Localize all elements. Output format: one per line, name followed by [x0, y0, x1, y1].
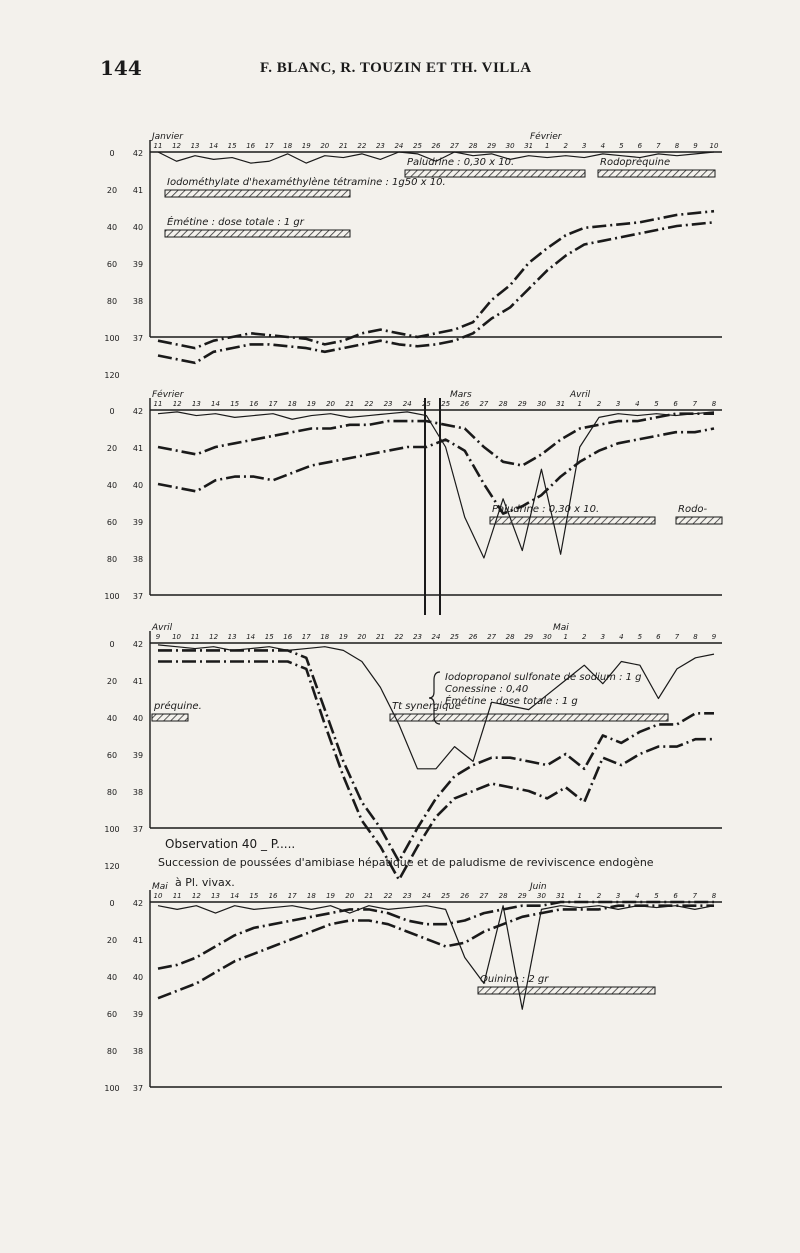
panel-4-right-tick: 37: [132, 1084, 144, 1093]
panel-3-day-tick: 26: [468, 633, 478, 641]
panel-2-treatment-label: Paludrine : 0,30 x 10.: [492, 504, 600, 515]
panel-2-day-tick: 25: [441, 400, 451, 408]
panel-3-day-tick: 8: [693, 633, 698, 641]
panel-1-day-tick: 23: [375, 142, 385, 150]
panel-4-treatment-bar: [478, 987, 655, 994]
panel-3-day-tick: 24: [431, 633, 441, 641]
panel-2-day-tick: 16: [249, 400, 259, 408]
panel-2-treatment-bar: [676, 517, 722, 524]
panel-4-day-tick: 1: [577, 892, 583, 900]
panel-3-left-tick: 40: [106, 714, 118, 723]
panel-2-right-tick: 38: [132, 555, 144, 564]
panel-4-day-tick: 16: [268, 892, 278, 900]
panel-3-day-tick: 9: [155, 633, 161, 641]
panel-1-left-tick: 60: [106, 260, 118, 269]
panel-4-day-tick: 31: [556, 892, 566, 900]
panel-1-day-tick: 27: [450, 142, 459, 150]
panel-3-day-tick: 2: [582, 633, 587, 641]
panel-2-day-tick: 30: [536, 400, 546, 408]
panel-3-day-tick: 15: [264, 633, 274, 641]
panel-4-day-tick: 15: [249, 892, 259, 900]
panel-4-day-tick: 13: [211, 892, 220, 900]
panel-1-left-tick: 120: [104, 371, 120, 380]
panel-2-day-tick: 28: [498, 400, 508, 408]
panel-3-right-tick: 37: [132, 825, 144, 834]
panel-1-day-tick: 6: [637, 142, 643, 150]
panel-1-day-tick: 1: [544, 142, 550, 150]
panel-4-right-tick: 39: [132, 1010, 144, 1019]
panel-1-left-tick: 80: [106, 297, 118, 306]
panel-3-day-tick: 16: [283, 633, 293, 641]
panel-2-day-tick: 5: [654, 400, 659, 408]
panel-2-right-tick: 41: [132, 444, 144, 453]
panel-3-treatment-label: Tt synergique: [392, 701, 461, 712]
panel-1-day-tick: 28: [468, 142, 478, 150]
panel-3-treatment-bar: [152, 714, 188, 721]
panel-3-day-tick: 5: [637, 633, 643, 641]
panel-1-day-tick: 15: [227, 142, 237, 150]
panel-1-day-tick: 17: [264, 142, 274, 150]
panel-4-left-tick: 60: [106, 1010, 118, 1019]
panel-2-day-tick: 19: [306, 400, 316, 408]
panel-4-day-tick: 5: [654, 892, 659, 900]
panel-1-treatment-bar: [405, 170, 585, 177]
panel-1-left-tick: 20: [106, 186, 118, 195]
panel-1-right-tick: 37: [132, 334, 144, 343]
panel-4-day-tick: 28: [498, 892, 508, 900]
panel-1-day-tick: 9: [693, 142, 698, 150]
panel-3-day-tick: 27: [487, 633, 497, 641]
panel-3-left-tick: 60: [106, 751, 118, 760]
panel-3-right-tick: 38: [132, 788, 144, 797]
panel-1-day-tick: 24: [394, 142, 404, 150]
panel-1-month-label: Janvier: [152, 132, 183, 142]
panel-1-day-tick: 14: [209, 142, 219, 150]
panel-2-month-label: Avril: [570, 390, 591, 400]
panel-2-treatment-bar: [490, 517, 655, 524]
panel-2-right-tick: 42: [132, 407, 144, 416]
panel-4-day-tick: 18: [306, 892, 316, 900]
panel-3-day-tick: 10: [172, 633, 181, 641]
panel-2-day-tick: 15: [230, 400, 240, 408]
panel-2-day-tick: 12: [172, 400, 182, 408]
panel-1-treatment-label: Rodopréquine: [600, 157, 671, 168]
panel-1-right-tick: 40: [132, 223, 144, 232]
panel-4-day-tick: 3: [615, 892, 621, 900]
panel-3-left-tick: 120: [104, 862, 120, 871]
panel-3-left-tick: 20: [106, 677, 118, 686]
panel-1-day-tick: 29: [487, 142, 497, 150]
observation-caption: Observation 40 _ P.....: [165, 837, 296, 851]
panel-4-right-tick: 38: [132, 1047, 144, 1056]
panel-1-day-tick: 3: [582, 142, 587, 150]
panel-2-day-tick: 31: [556, 400, 566, 408]
panel-3-day-tick: 29: [524, 633, 534, 641]
panel-1-day-tick: 11: [153, 142, 163, 150]
panel-2-day-tick: 24: [402, 400, 412, 408]
panel-2-left-tick: 60: [106, 518, 118, 527]
panel-4-left-tick: 40: [106, 973, 118, 982]
panel-3-treatment-label: préquine.: [154, 701, 202, 712]
panel-4-month-label: Mai: [152, 882, 168, 892]
panel-4-month-label: Juin: [530, 882, 547, 892]
panel-3-month-label: Avril: [152, 623, 173, 633]
running-head: F. BLANC, R. TOUZIN ET TH. VILLA: [260, 60, 532, 76]
panel-3-day-tick: 12: [209, 633, 219, 641]
panel-3-day-tick: 23: [413, 633, 422, 641]
panel-1-day-tick: 18: [283, 142, 293, 150]
panel-3-day-tick: 19: [338, 633, 348, 641]
panel-2-day-tick: 25: [421, 400, 431, 408]
panel-1-series-3: [158, 222, 714, 363]
panel-1-treatment-bar: [165, 230, 350, 237]
panel-2-left-tick: 100: [104, 592, 120, 601]
panel-1-treatment-label: Iodométhylate d'hexaméthylène tétramine : 1g50 x 10.: [167, 177, 446, 188]
panel-2-left-tick: 0: [109, 407, 115, 416]
panel-2-right-tick: 37: [132, 592, 144, 601]
panel-3-left-tick: 0: [109, 640, 115, 649]
panel-3-day-tick: 25: [450, 633, 459, 641]
panel-3-prescription-line: Iodopropanol sulfonate de sodium : 1 g: [445, 672, 642, 683]
panel-2-treatment-label: Rodo-: [678, 504, 708, 515]
panel-1-day-tick: 5: [619, 142, 624, 150]
panel-1-day-tick: 4: [600, 142, 606, 150]
panel-3-right-tick: 42: [132, 640, 144, 649]
panel-3-left-tick: 80: [106, 788, 118, 797]
panel-4-left-tick: 0: [109, 899, 115, 908]
panel-2-day-tick: 14: [211, 400, 220, 408]
panel-2-day-tick: 21: [345, 400, 355, 408]
panel-3-day-tick: 22: [394, 633, 404, 641]
panel-3-day-tick: 4: [619, 633, 624, 641]
panel-4-day-tick: 27: [479, 892, 489, 900]
panel-2-series-3: [158, 429, 714, 514]
panel-3-prescription-line: Émétine : dose totale : 1 g: [445, 696, 578, 707]
panel-4-day-tick: 7: [692, 892, 698, 900]
panel-2-day-tick: 11: [153, 400, 163, 408]
panel-1-day-tick: 30: [505, 142, 515, 150]
panel-2-left-tick: 40: [106, 481, 118, 490]
panel-2-day-tick: 13: [191, 400, 201, 408]
panel-2-day-tick: 23: [383, 400, 393, 408]
panel-3-day-tick: 20: [357, 633, 367, 641]
panel-2-day-tick: 1: [577, 400, 583, 408]
panel-1-treatment-bar: [165, 190, 350, 197]
panel-4-day-tick: 25: [441, 892, 451, 900]
panel-4-left-tick: 80: [106, 1047, 118, 1056]
panel-3-treatment-bar: [390, 714, 668, 721]
panel-3-day-tick: 7: [674, 633, 680, 641]
panel-1-treatment-bar: [598, 170, 715, 177]
panel-3-left-tick: 100: [104, 825, 120, 834]
panel-1-left-tick: 0: [109, 149, 115, 158]
panel-1-day-tick: 19: [301, 142, 311, 150]
panel-2-day-tick: 18: [287, 400, 297, 408]
page-number: 144: [100, 56, 142, 80]
panel-1-day-tick: 12: [172, 142, 181, 150]
panel-3-day-tick: 3: [600, 633, 606, 641]
panel-1-right-tick: 38: [132, 297, 144, 306]
panel-2-left-tick: 80: [106, 555, 118, 564]
panel-2-day-tick: 6: [673, 400, 678, 408]
panel-4-day-tick: 24: [421, 892, 431, 900]
panel-2-right-tick: 39: [132, 518, 144, 527]
panel-4-right-tick: 42: [132, 899, 144, 908]
panel-2-series-2: [158, 414, 714, 466]
panel-1-left-tick: 100: [104, 334, 120, 343]
panel-2-day-tick: 7: [692, 400, 698, 408]
panel-1-day-tick: 25: [413, 142, 422, 150]
panel-4-day-tick: 4: [635, 892, 640, 900]
panel-1-treatment-label: Paludrine : 0,30 x 10.: [407, 157, 515, 168]
panel-1-right-tick: 41: [132, 186, 144, 195]
panel-3-day-tick: 14: [246, 633, 256, 641]
panel-2-day-tick: 3: [615, 400, 621, 408]
panel-4-day-tick: 14: [230, 892, 240, 900]
panel-3-day-tick: 18: [320, 633, 330, 641]
panel-4-left-tick: 100: [104, 1084, 120, 1093]
panel-4-right-tick: 41: [132, 936, 144, 945]
panel-4-series-2: [158, 902, 714, 969]
panel-1-treatment-label: Émétine : dose totale : 1 gr: [167, 217, 304, 228]
figure-caption-line2: à Pl. vivax.: [175, 876, 235, 889]
panel-3-day-tick: 1: [563, 633, 568, 641]
panel-4-day-tick: 20: [345, 892, 355, 900]
panel-4-day-tick: 17: [287, 892, 297, 900]
panel-4-day-tick: 10: [153, 892, 163, 900]
panel-3-month-label: Mai: [553, 623, 569, 633]
panel-1-month-label: Février: [530, 132, 562, 142]
panel-1-day-tick: 13: [190, 142, 200, 150]
panel-1-day-tick: 31: [524, 142, 534, 150]
figure-caption-line1: Succession de poussées d'amibiase hépatique et de paludisme de reviviscence endogène: [158, 856, 654, 869]
panel-4-day-tick: 23: [402, 892, 412, 900]
panel-1-day-tick: 10: [709, 142, 719, 150]
panel-4-left-tick: 20: [106, 936, 118, 945]
panel-1-day-tick: 21: [338, 142, 348, 150]
panel-2-day-tick: 29: [517, 400, 527, 408]
panel-3-day-tick: 30: [542, 633, 552, 641]
panel-2-day-tick: 20: [326, 400, 336, 408]
panel-3-day-tick: 21: [375, 633, 385, 641]
panel-4-day-tick: 12: [191, 892, 201, 900]
panel-1-day-tick: 8: [674, 142, 680, 150]
panel-1-left-tick: 40: [106, 223, 118, 232]
panel-3-day-tick: 13: [227, 633, 237, 641]
panel-3-day-tick: 6: [656, 633, 661, 641]
panel-1-right-tick: 42: [132, 149, 144, 158]
panel-2-day-tick: 27: [479, 400, 489, 408]
panel-4-day-tick: 29: [517, 892, 527, 900]
panel-3-right-tick: 39: [132, 751, 144, 760]
panel-3-day-tick: 11: [190, 633, 200, 641]
panel-3-day-tick: 17: [301, 633, 311, 641]
panel-2-month-label: Mars: [450, 390, 472, 400]
panel-4-day-tick: 2: [596, 892, 602, 900]
panel-1-day-tick: 16: [246, 142, 256, 150]
panel-4-day-tick: 30: [536, 892, 546, 900]
panel-4-right-tick: 40: [132, 973, 144, 982]
panel-3-day-tick: 9: [711, 633, 717, 641]
panel-4-day-tick: 6: [673, 892, 678, 900]
panel-2-day-tick: 8: [711, 400, 717, 408]
panel-4-day-tick: 19: [326, 892, 336, 900]
panel-2-day-tick: 26: [460, 400, 470, 408]
panel-4-day-tick: 26: [460, 892, 470, 900]
panel-4-day-tick: 8: [711, 892, 717, 900]
panel-3-day-tick: 28: [505, 633, 515, 641]
panel-4-treatment-label: Quinine : 2 gr: [480, 974, 549, 985]
panel-4-day-tick: 21: [364, 892, 374, 900]
panel-3-right-tick: 41: [132, 677, 144, 686]
panel-4-series-3: [158, 906, 714, 999]
panel-4-day-tick: 11: [172, 892, 182, 900]
panel-2-day-tick: 4: [635, 400, 640, 408]
panel-2-day-tick: 17: [268, 400, 278, 408]
panel-3-right-tick: 40: [132, 714, 144, 723]
panel-2-left-tick: 20: [106, 444, 118, 453]
panel-2-day-tick: 22: [364, 400, 374, 408]
panel-2-right-tick: 40: [132, 481, 144, 490]
panel-2-series-1: [158, 412, 714, 558]
panel-2-day-tick: 2: [596, 400, 602, 408]
panel-3-prescription-line: Conessine : 0,40: [445, 684, 529, 695]
panel-2-month-label: Février: [152, 390, 184, 400]
panel-1-day-tick: 2: [563, 142, 568, 150]
panel-1-day-tick: 22: [357, 142, 367, 150]
panel-1-right-tick: 39: [132, 260, 144, 269]
panel-1-day-tick: 7: [656, 142, 661, 150]
panel-4-day-tick: 22: [383, 892, 393, 900]
panel-1-day-tick: 26: [431, 142, 441, 150]
panel-1-day-tick: 20: [320, 142, 330, 150]
